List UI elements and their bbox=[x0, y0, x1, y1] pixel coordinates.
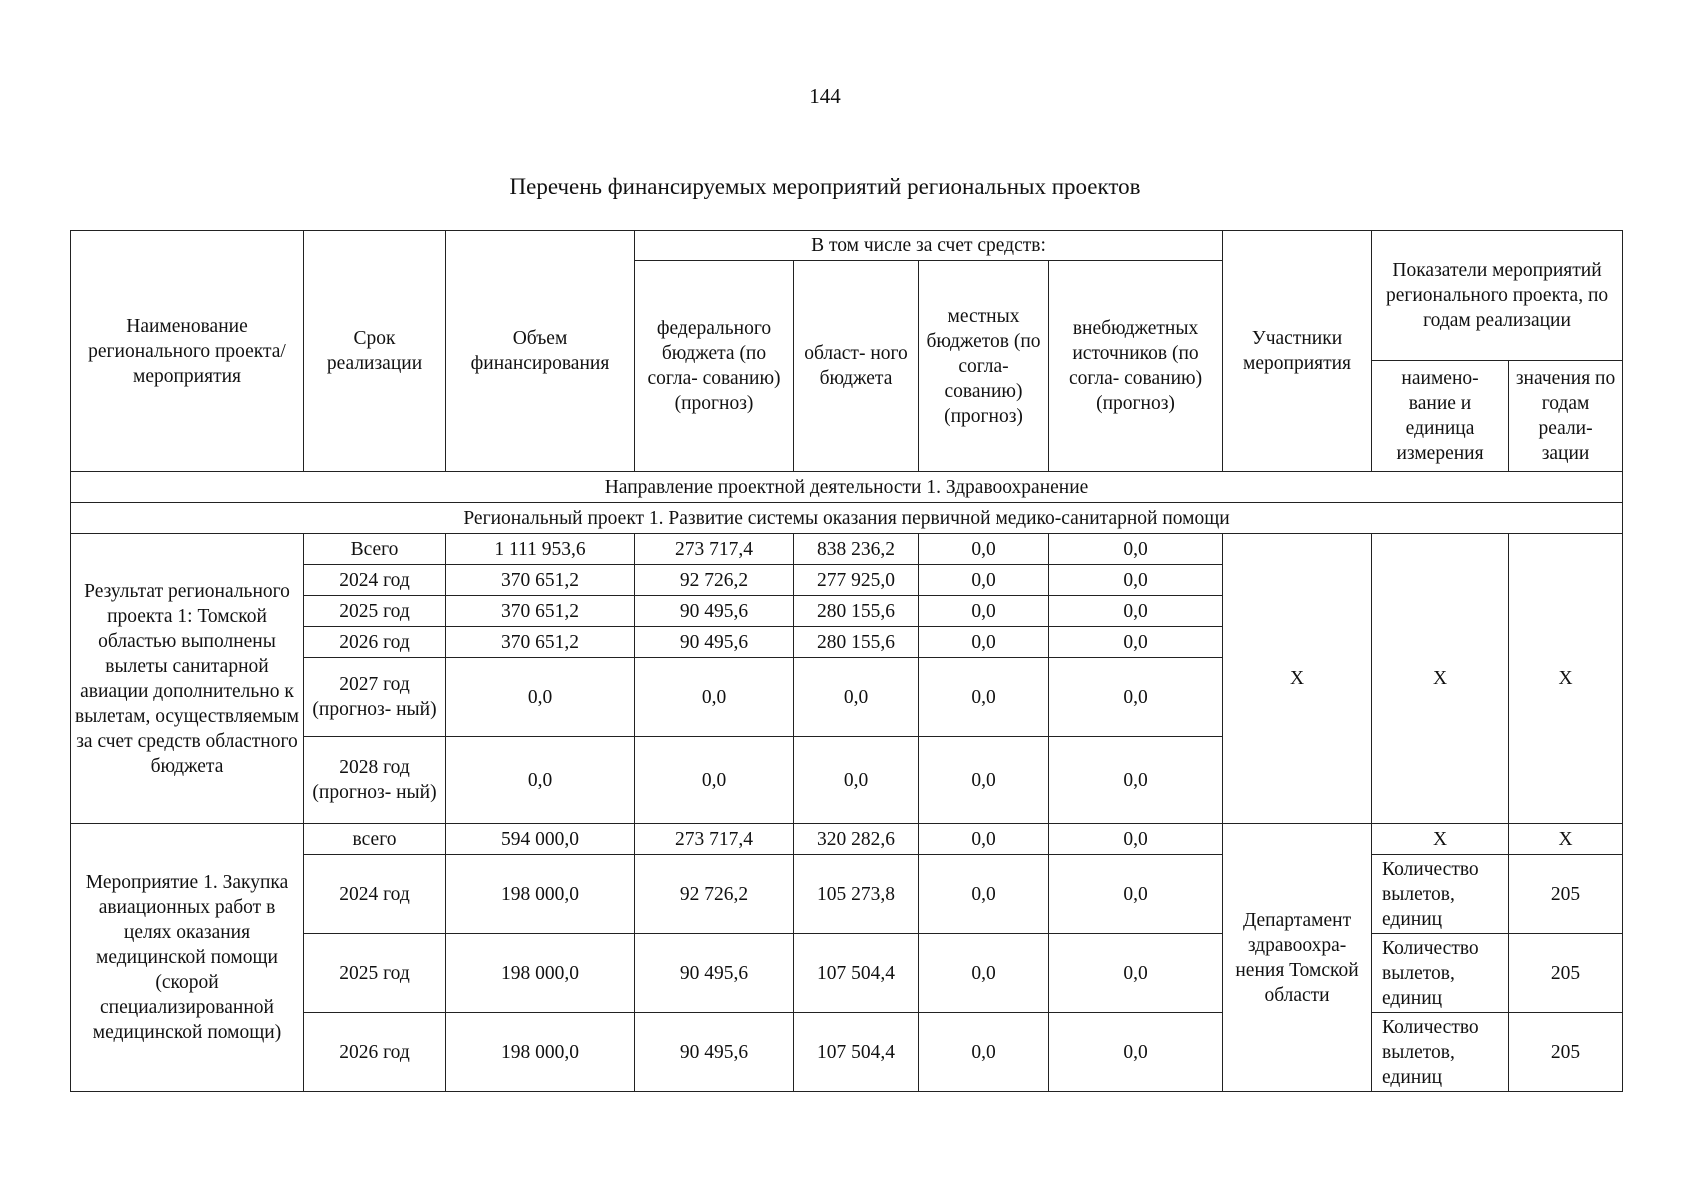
cell-extra: 0,0 bbox=[1049, 824, 1223, 855]
cell-federal: 92 726,2 bbox=[635, 855, 794, 934]
cell-local: 0,0 bbox=[919, 658, 1049, 737]
cell-regional: 107 504,4 bbox=[794, 934, 919, 1013]
header-federal: федерального бюджета (по согла- сованию) (прогноз) bbox=[635, 261, 794, 472]
cell-volume: 370 651,2 bbox=[446, 596, 635, 627]
cell-term: 2024 год bbox=[304, 565, 446, 596]
cell-extra: 0,0 bbox=[1049, 934, 1223, 1013]
cell-volume: 1 111 953,6 bbox=[446, 534, 635, 565]
cell-indicator-value: 205 bbox=[1509, 934, 1623, 1013]
cell-regional: 105 273,8 bbox=[794, 855, 919, 934]
table-row bbox=[71, 534, 1623, 565]
header-indicator-name: наимено- вание и единица измерения bbox=[1372, 361, 1509, 472]
header-local: местных бюджетов (по согла- сованию) (прогноз) bbox=[919, 261, 1049, 472]
header-indicators: Показатели мероприятий регионального проекта, по годам реализации bbox=[1372, 231, 1623, 361]
project-row: Региональный проект 1. Развитие системы оказания первичной медико-санитарной помощи bbox=[71, 503, 1623, 534]
cell-term: всего bbox=[304, 824, 446, 855]
header-including: В том числе за счет средств: bbox=[635, 231, 1223, 261]
cell-extra: 0,0 bbox=[1049, 627, 1223, 658]
cell-federal: 0,0 bbox=[635, 737, 794, 824]
cell-local: 0,0 bbox=[919, 565, 1049, 596]
cell-federal: 0,0 bbox=[635, 658, 794, 737]
cell-local: 0,0 bbox=[919, 596, 1049, 627]
cell-local: 0,0 bbox=[919, 824, 1049, 855]
cell-federal: 92 726,2 bbox=[635, 565, 794, 596]
financing-table bbox=[70, 230, 1623, 1092]
result-indicator-value: X bbox=[1509, 534, 1623, 824]
cell-federal: 273 717,4 bbox=[635, 824, 794, 855]
cell-federal: 90 495,6 bbox=[635, 1013, 794, 1092]
cell-local: 0,0 bbox=[919, 1013, 1049, 1092]
cell-extra: 0,0 bbox=[1049, 565, 1223, 596]
cell-indicator-name: Количество вылетов, единиц bbox=[1372, 1013, 1509, 1092]
cell-extra: 0,0 bbox=[1049, 855, 1223, 934]
cell-local: 0,0 bbox=[919, 534, 1049, 565]
cell-regional: 0,0 bbox=[794, 658, 919, 737]
cell-federal: 90 495,6 bbox=[635, 627, 794, 658]
table-row bbox=[71, 855, 1623, 934]
cell-term: 2028 год (прогноз- ный) bbox=[304, 737, 446, 824]
cell-federal: 90 495,6 bbox=[635, 596, 794, 627]
result-name: Результат регионального проекта 1: Томской областью выполнены вылеты санитарной авиации дополнительно к вылетам, осуществляемым за счет средств областного бюджета bbox=[71, 534, 304, 824]
cell-extra: 0,0 bbox=[1049, 596, 1223, 627]
cell-local: 0,0 bbox=[919, 934, 1049, 1013]
cell-volume: 198 000,0 bbox=[446, 1013, 635, 1092]
cell-indicator-value: 205 bbox=[1509, 855, 1623, 934]
cell-volume: 594 000,0 bbox=[446, 824, 635, 855]
cell-regional: 107 504,4 bbox=[794, 1013, 919, 1092]
table-row bbox=[71, 824, 1623, 855]
direction-row: Направление проектной деятельности 1. Здравоохранение bbox=[71, 472, 1623, 503]
table-row bbox=[71, 1013, 1623, 1092]
cell-term: 2026 год bbox=[304, 1013, 446, 1092]
cell-regional: 0,0 bbox=[794, 737, 919, 824]
header-volume: Объем финансирования bbox=[446, 231, 635, 472]
cell-term: 2025 год bbox=[304, 596, 446, 627]
cell-local: 0,0 bbox=[919, 737, 1049, 824]
cell-volume: 0,0 bbox=[446, 658, 635, 737]
cell-term: 2025 год bbox=[304, 934, 446, 1013]
cell-term: Всего bbox=[304, 534, 446, 565]
header-participants: Участники мероприятия bbox=[1223, 231, 1372, 472]
header-regional: област- ного бюджета bbox=[794, 261, 919, 472]
result-participants: X bbox=[1223, 534, 1372, 824]
cell-indicator-value: 205 bbox=[1509, 1013, 1623, 1092]
cell-volume: 0,0 bbox=[446, 737, 635, 824]
cell-local: 0,0 bbox=[919, 855, 1049, 934]
header-indicator-values: значения по годам реали- зации bbox=[1509, 361, 1623, 472]
header-extrabudget: внебюджетных источников (по согла- сованию) (прогноз) bbox=[1049, 261, 1223, 472]
header-term: Срок реализации bbox=[304, 231, 446, 472]
table-row bbox=[71, 934, 1623, 1013]
cell-extra: 0,0 bbox=[1049, 534, 1223, 565]
cell-volume: 198 000,0 bbox=[446, 934, 635, 1013]
cell-extra: 0,0 bbox=[1049, 737, 1223, 824]
cell-federal: 90 495,6 bbox=[635, 934, 794, 1013]
cell-local: 0,0 bbox=[919, 627, 1049, 658]
cell-volume: 370 651,2 bbox=[446, 565, 635, 596]
measure-participants: Департамент здравоохра- нения Томской области bbox=[1223, 824, 1372, 1092]
cell-extra: 0,0 bbox=[1049, 658, 1223, 737]
result-indicator-name: X bbox=[1372, 534, 1509, 824]
cell-volume: 370 651,2 bbox=[446, 627, 635, 658]
cell-term: 2026 год bbox=[304, 627, 446, 658]
cell-federal: 273 717,4 bbox=[635, 534, 794, 565]
cell-regional: 320 282,6 bbox=[794, 824, 919, 855]
cell-term: 2027 год (прогноз- ный) bbox=[304, 658, 446, 737]
cell-indicator-value: X bbox=[1509, 824, 1623, 855]
cell-extra: 0,0 bbox=[1049, 1013, 1223, 1092]
measure-name: Мероприятие 1. Закупка авиационных работ в целях оказания медицинской помощи (скорой специализированной медицинской помощи) bbox=[71, 824, 304, 1092]
cell-indicator-name: Количество вылетов, единиц bbox=[1372, 855, 1509, 934]
page-number: 144 bbox=[809, 84, 841, 108]
cell-regional: 280 155,6 bbox=[794, 627, 919, 658]
header-name: Наименование регионального проекта/ мероприятия bbox=[71, 231, 304, 472]
cell-indicator-name: Количество вылетов, единиц bbox=[1372, 934, 1509, 1013]
document-title: Перечень финансируемых мероприятий региональных проектов bbox=[509, 174, 1141, 199]
cell-indicator-name: X bbox=[1372, 824, 1509, 855]
cell-regional: 838 236,2 bbox=[794, 534, 919, 565]
cell-volume: 198 000,0 bbox=[446, 855, 635, 934]
cell-term: 2024 год bbox=[304, 855, 446, 934]
cell-regional: 277 925,0 bbox=[794, 565, 919, 596]
cell-regional: 280 155,6 bbox=[794, 596, 919, 627]
